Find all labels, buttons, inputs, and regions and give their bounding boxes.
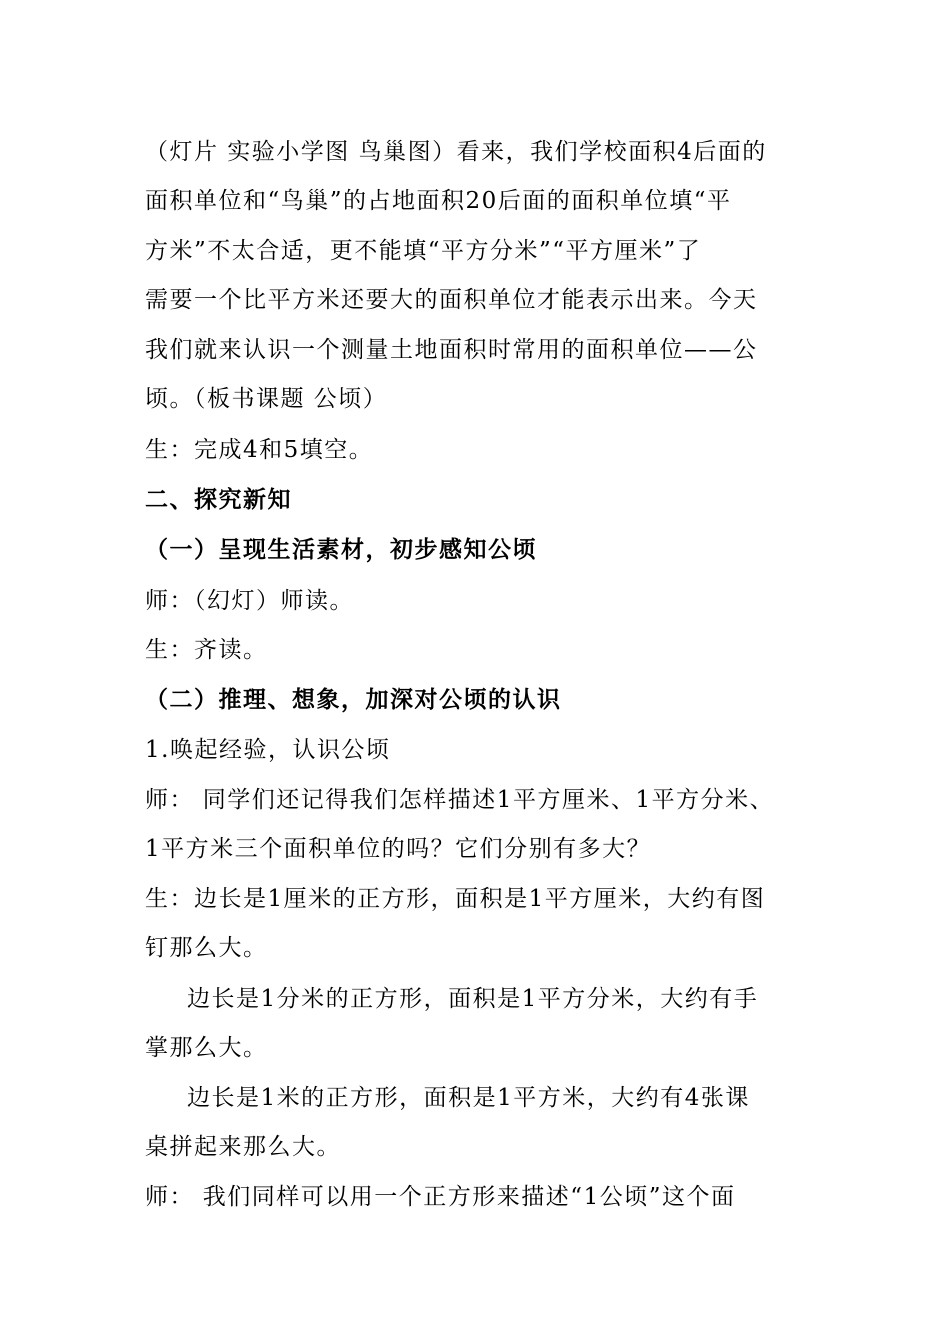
step-heading: 1.唤起经验，认识公顷	[145, 737, 391, 763]
paragraph-line-1: （灯片 实验小学图 鸟巢图）看来，我们学校面积4后面的	[145, 139, 767, 165]
teacher-line-2-cont: 1平方米三个面积单位的吗？它们分别有多大？	[145, 836, 652, 862]
paragraph-line-2: 面积单位和“鸟巢”的占地面积20后面的面积单位填“平	[145, 188, 732, 214]
teacher-line-1: 师：（幻灯）师读。	[145, 588, 354, 614]
paragraph-line-6: 顷。（板书课题 公顷）	[145, 386, 388, 412]
student-line-2: 生：齐读。	[145, 637, 268, 663]
teacher-line-3: 师： 我们同样可以用一个正方形来描述“1公顷”这个面	[145, 1184, 736, 1210]
subsection-heading-1: （一）呈现生活素材，初步感知公顷	[145, 536, 537, 563]
paragraph-line-5: 我们就来认识一个测量土地面积时常用的面积单位——公	[145, 337, 758, 363]
student-line-4: 边长是1分米的正方形，面积是1平方分米，大约有手	[187, 986, 759, 1012]
section-heading: 二、探究新知	[145, 486, 292, 513]
student-line-1: 生：完成4和5填空。	[145, 437, 374, 463]
paragraph-line-4: 需要一个比平方米还要大的面积单位才能表示出来。今天	[145, 287, 758, 313]
student-line-5: 边长是1米的正方形，面积是1平方米，大约有4张课	[187, 1085, 750, 1111]
teacher-line-2: 师： 同学们还记得我们怎样描述1平方厘米、1平方分米、	[145, 787, 775, 813]
paragraph-line-3: 方米”不太合适，更不能填“平方分米”“平方厘米”了	[145, 238, 702, 264]
student-line-5-cont: 桌拼起来那么大。	[145, 1134, 341, 1160]
student-line-4-cont: 掌那么大。	[145, 1035, 268, 1061]
student-line-3-cont: 钉那么大。	[145, 935, 268, 961]
student-line-3: 生：边长是1厘米的正方形，面积是1平方厘米，大约有图	[145, 886, 766, 912]
subsection-heading-2: （二）推理、想象，加深对公顷的认识	[145, 686, 562, 713]
